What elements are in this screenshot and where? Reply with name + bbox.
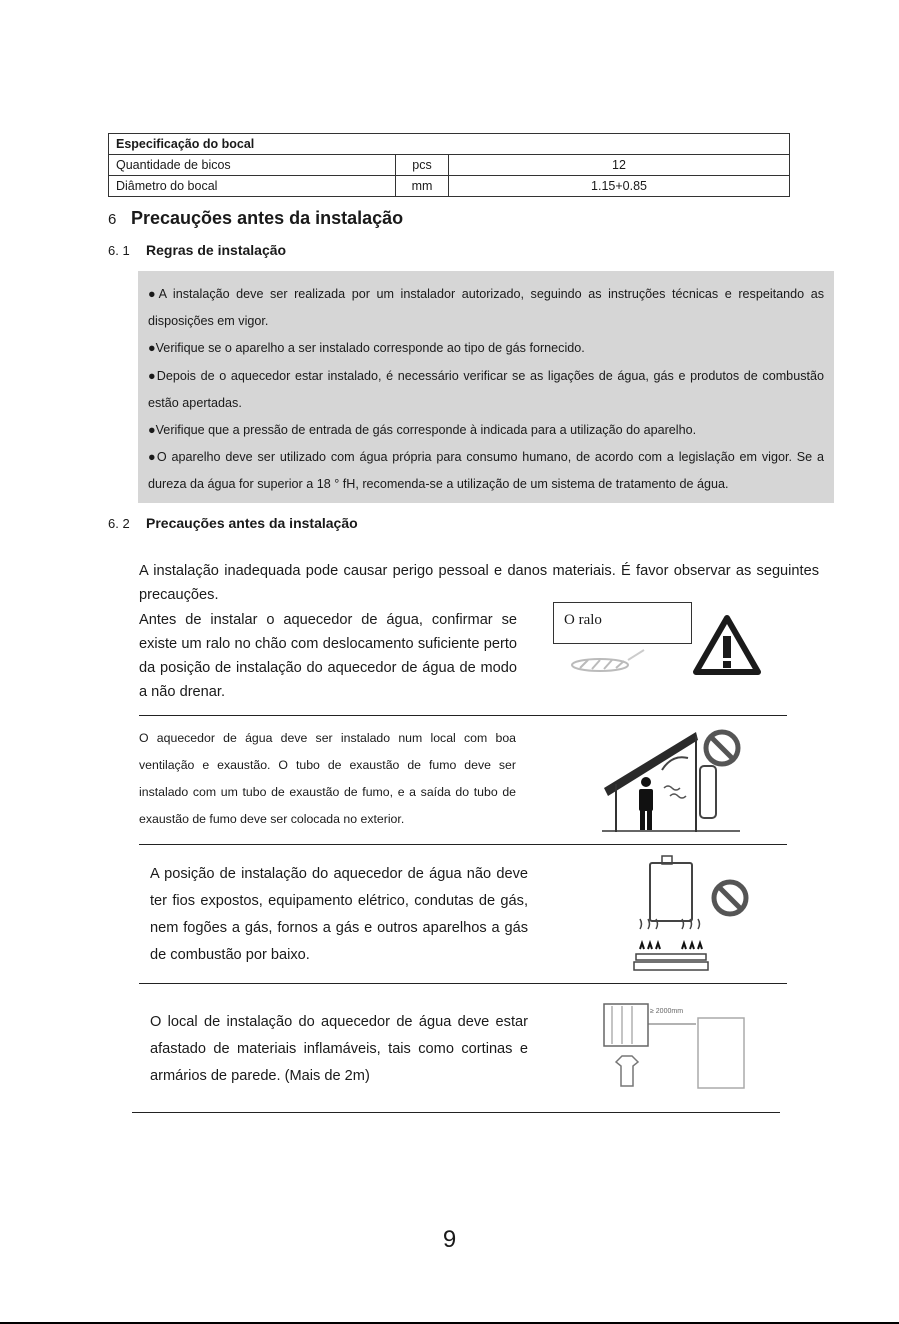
table-row: [109, 176, 790, 197]
subsection-title: Regras de instalação: [146, 242, 287, 258]
rule-line: ●O aparelho deve ser utilizado com água própria para consumo humano, de acordo com a legislação em vigor. Se a dureza da água for superior a 18 ° fH, recomenda-se a utilização de um sistema de tratamento de água.: [148, 450, 824, 492]
water-heater-icon: [698, 1018, 744, 1088]
divider: [132, 1112, 780, 1113]
table-cell-value: 1.15+0.85: [449, 176, 790, 197]
stove-flame-icon: [632, 854, 756, 974]
table-cell-label: Quantidade de bicos: [109, 155, 396, 176]
rule-line: ●A instalação deve ser realizada por um instalador autorizado, seguindo as instruções técnicas e respeitando as disposições em vigor.: [148, 287, 824, 329]
divider: [139, 715, 787, 716]
table-cell-label: Diâmetro do bocal: [109, 176, 396, 197]
curtain-icon: [604, 1004, 648, 1046]
precaution-drain-text: Antes de instalar o aquecedor de água, confirmar se existe um ralo no chão com deslocamento suficiente perto da posição de instalação do aquecedor de água de modo a não drenar.: [139, 612, 517, 700]
installation-rules-box: [138, 271, 834, 503]
rule-line: ●Depois de o aquecedor estar instalado, é necessário verificar se as ligações de água, gás e produtos de combustão estão apertadas.: [148, 368, 824, 410]
page-number: 9: [442, 1226, 457, 1253]
precaution-below-text: A posição de instalação do aquecedor de água não deve ter fios expostos, equipamento elétrico, condutas de gás, nem fogões a gás, fornos a gás e outros aparelhos a gás de combustão por baixo.: [150, 866, 528, 963]
subsection-title: Precauções antes da instalação: [146, 515, 358, 531]
table-cell-value: 12: [449, 155, 790, 176]
table-header: Especificação do bocal: [109, 134, 790, 155]
table-cell-unit: pcs: [396, 155, 449, 176]
subsection-number: 6. 1: [108, 243, 130, 258]
table-cell-unit: mm: [396, 176, 449, 197]
house-exhaust-icon: [600, 722, 750, 834]
divider: [139, 844, 787, 845]
shirt-icon: [616, 1056, 638, 1086]
rule-line: ●Verifique que a pressão de entrada de gás corresponde à indicada para a utilização do aparelho.: [148, 423, 697, 438]
section-title: Precauções antes da instalação: [131, 208, 404, 228]
nozzle-spec-table: [108, 133, 790, 197]
intro-paragraph: A instalação inadequada pode causar perigo pessoal e danos materiais. É favor observar as seguintes precauções.: [139, 563, 819, 603]
table-header-row: [109, 134, 790, 155]
rule-line: ●Verifique se o aparelho a ser instalado corresponde ao tipo de gás fornecido.: [148, 341, 585, 356]
warning-triangle-icon: [692, 614, 762, 678]
drain-label-box: O ralo: [553, 602, 692, 644]
table-row: [109, 155, 790, 176]
drain-icon: [570, 648, 650, 676]
precaution-ventilation-text: O aquecedor de água deve ser instalado num local com boa ventilação e exaustão. O tubo de exaustão de fumo deve ser instalado com um tubo de exaustão de fumo, e a saída do tubo de exaustão de fumo deve ser colocada no exterior.: [139, 731, 516, 826]
section-number: 6: [108, 211, 117, 228]
clearance-label: ≥ 2000mm: [650, 1008, 684, 1015]
precaution-flammable-text: O local de instalação do aquecedor de água deve estar afastado de materiais inflamáveis, tais como cortinas e armários de parede. (Mais de 2m): [150, 1014, 528, 1084]
divider: [139, 983, 787, 984]
subsection-number: 6. 2: [108, 516, 130, 531]
